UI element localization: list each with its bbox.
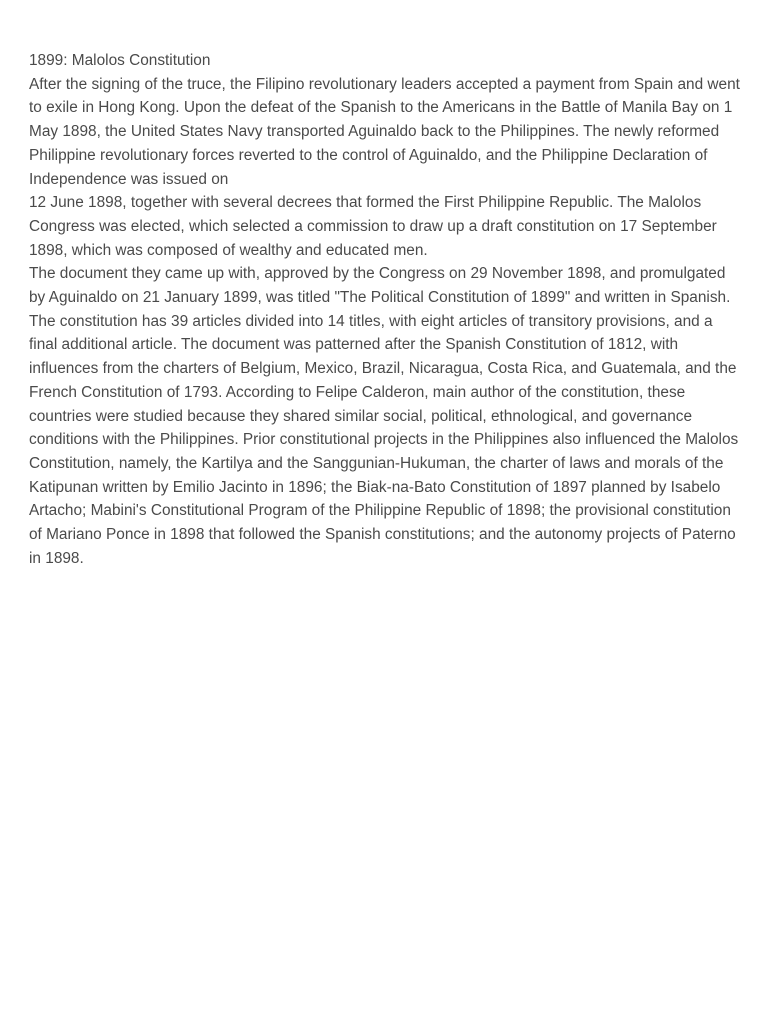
paragraph-republic-congress: 12 June 1898, together with several decrees that formed the First Philippine Republic. The Malolos Congress was elected, which selected a commission to draw up a draft constitution on 17 September 1898, which was composed of wealthy and educated men. xyxy=(29,194,717,259)
paragraph-approval: The document they came up with, approved by the Congress on 29 November 1898, and promulgated by Aguinaldo on 21 January 1899, was titled "The Political Constitution of 1899" and written in Spanish. xyxy=(29,265,731,307)
document-title: 1899: Malolos Constitution xyxy=(29,52,211,69)
paragraph-truce-exile: After the signing of the truce, the Filipino revolutionary leaders accepted a payment from Spain and went to exile in Hong Kong. Upon the defeat of the Spanish to the Americans in the Battle of Manila Bay on 1 May 1898, the United States Navy transported Aguinaldo back to the Philippines. The newly reformed Philippine revolutionary forces reverted to the control of Aguinaldo, and the Philippine Declaration of Independence was issued on xyxy=(29,75,740,188)
document-body xyxy=(29,49,745,570)
paragraph-articles-influences: The constitution has 39 articles divided into 14 titles, with eight articles of transitory provisions, and a final additional article. The document was patterned after the Spanish Constitution of 1812, with influences from the charters of Belgium, Mexico, Brazil, Nicaragua, Costa Rica, and Guatemala, and the French Constitution of 1793. According to Felipe Calderon, main author of the constitution, these countries were studied because they shared similar social, political, ethnological, and governance conditions with the Philippines. Prior constitutional projects in the Philippines also influenced the Malolos Constitution, namely, the Kartilya and the Sanggunian-Hukuman, the charter of laws and morals of the Katipunan written by Emilio Jacinto in 1896; the Biak-na-Bato Constitution of 1897 planned by Isabelo Artacho; Mabini's Constitutional Program of the Philippine Republic of 1898; the provisional constitution of Mariano Ponce in 1898 that followed the Spanish constitutions; and the autonomy projects of Paterno in 1898. xyxy=(29,312,739,567)
